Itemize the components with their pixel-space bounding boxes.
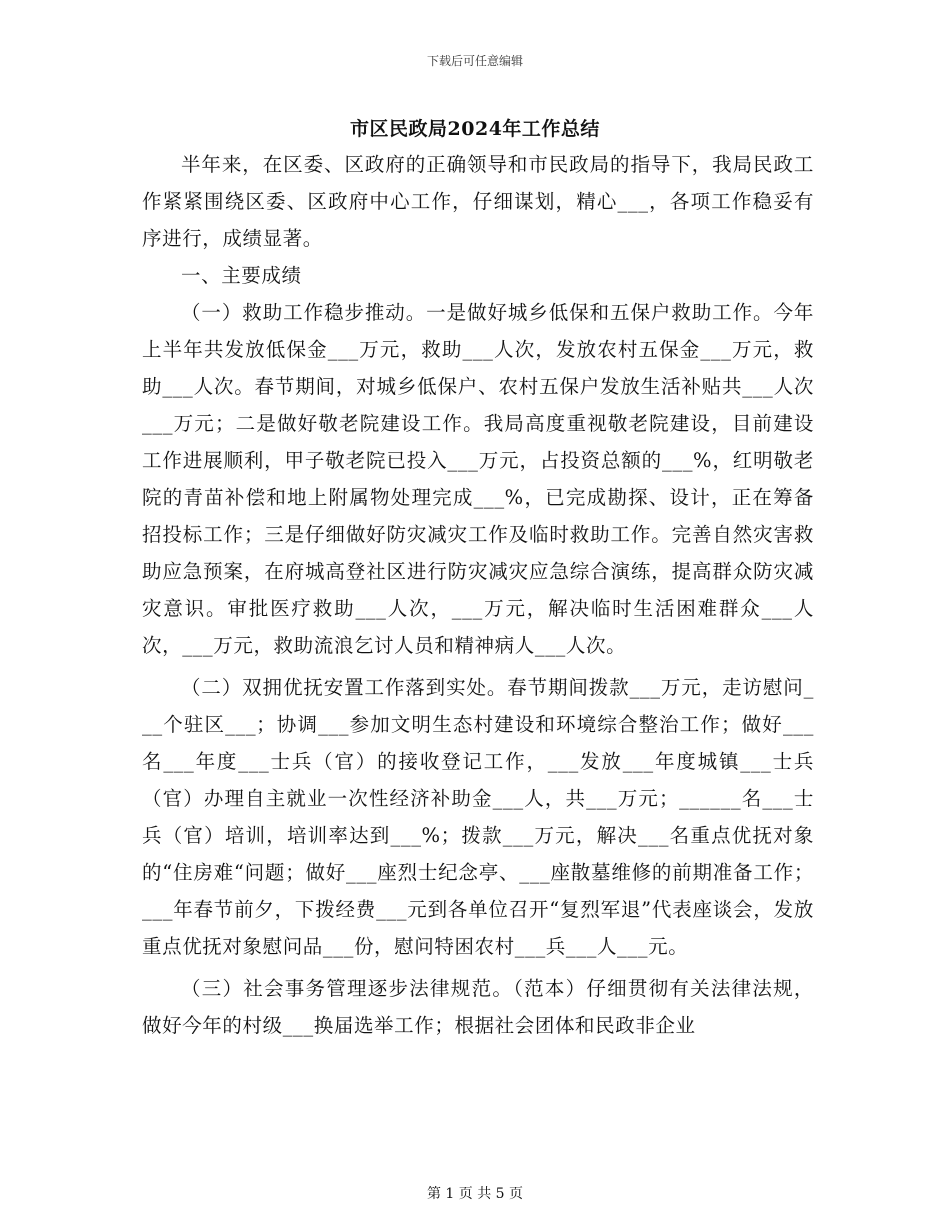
paragraph-intro: 半年来，在区委、区政府的正确领导和市民政局的指导下，我局民政工作紧紧围绕区委、区政府中心工作，仔细谋划，精心___，各项工作稳妥有序进行，成绩显著。 [142, 153, 814, 250]
paragraph-relief-work: （一）救助工作稳步推动。一是做好城乡低保和五保户救助工作。今年上半年共发放低保金___万元，救助___人次，发放农村五保金___万元，救助___人次。春节期间，对城乡低保户、农村五保户发放生活补贴共___人次___万元；二是做好敬老院建设工作。我局高度重视敬老院建设，目前建设工作进展顺利，甲子敬老院已投入___万元，占投资总额的___%，红明敬老院的青苗补偿和地上附属物处理完成___%，已完成勘探、设计，正在筹备招投标工作；三是仔细做好防灾减灾工作及临时救助工作。完善自然灾害救助应急预案，在府城高登社区进行防灾减灾应急综合演练，提高群众防灾减灾意识。审批医疗救助___人次，___万元，解决临时生活困难群众___人次，___万元，救助流浪乞讨人员和精神病人___人次。 [142, 301, 814, 657]
header-note: 下载后可任意编辑 [426, 54, 523, 68]
document-title: 市区民政局2024年工作总结 [350, 118, 600, 140]
paragraph-social-affairs: （三）社会事务管理逐步法律规范。（范本）仔细贯彻有关法律法规，做好今年的村级___换届选举工作；根据社会团体和民政非企业 [142, 977, 814, 1037]
document-body [142, 146, 814, 1044]
page-number: 第 1 页 共 5 页 [426, 1186, 524, 1202]
paragraph-support-resettlement: （二）双拥优抚安置工作落到实处。春节期间拨款___万元，走访慰问___个驻区___；协调___参加文明生态村建设和环境综合整治工作；做好___名___年度___士兵（官）的接收登记工作，___发放___年度城镇___士兵（官）办理自主就业一次性经济补助金___人，共___万元；______名___士兵（官）培训，培训率达到___%；拨款___万元，解决___名重点优抚对象的“住房难“问题；做好___座烈士纪念亭、___座散墓维修的前期准备工作；___年春节前夕，下拨经费___元到各单位召开“复烈军退”代表座谈会，发放重点优抚对象慰问品___份，慰问特困农村___兵___人___元。 [142, 676, 814, 958]
section-heading: 一、主要成绩 [181, 264, 302, 287]
